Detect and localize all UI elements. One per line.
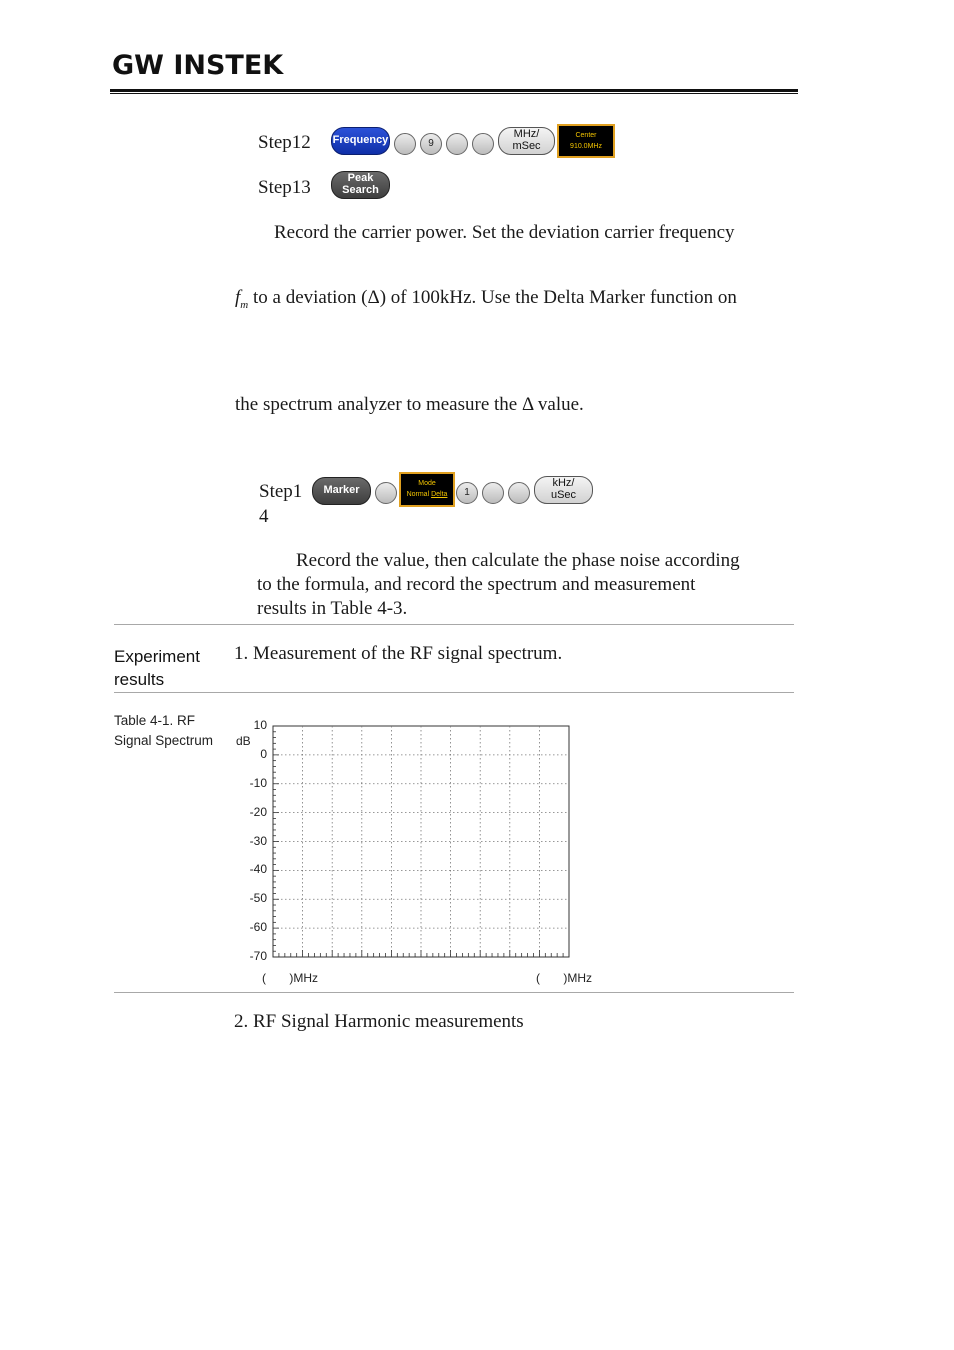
y-tick-label: -70 (249, 949, 267, 963)
step14-label: Step1 (259, 481, 303, 502)
softkey-normal: Normal (406, 490, 430, 498)
fm-subscript: m (240, 298, 249, 311)
step13-label: Step13 (258, 177, 311, 198)
experiment-label-line1: Experiment (114, 647, 200, 666)
digit-1-key[interactable]: 1 (456, 482, 478, 504)
section-separator (114, 992, 794, 993)
y-tick-label: 10 (253, 718, 267, 732)
y-axis-label: dB (236, 734, 251, 748)
frequency-key[interactable]: Frequency (331, 127, 390, 155)
experiment-item2: 2. RF Signal Harmonic measurements (234, 1011, 524, 1032)
softkey-line1: Center (575, 132, 597, 139)
table-caption-line1: Table 4-1. RF (114, 713, 196, 728)
step12-label: Step12 (258, 132, 311, 153)
para2-line2: to the formula, and record the spectrum and measurement (257, 574, 696, 595)
y-tick-label: -50 (249, 891, 267, 906)
peak-search-key[interactable]: Peak Search (331, 171, 390, 199)
table-caption-line2: Signal Spectrum (114, 733, 214, 748)
y-tick-label: -30 (249, 833, 267, 848)
khz-usec-key[interactable]: kHz/ uSec (534, 476, 593, 504)
para2-line1: Record the value, then calculate the phase noise according (296, 550, 740, 571)
fm-variable: f (235, 287, 241, 308)
x-left-label: ( )MHz (262, 971, 318, 985)
y-tick-label: -60 (249, 920, 267, 935)
experiment-label-line2: results (114, 670, 165, 689)
x-right-label: ( )MHz (536, 971, 592, 985)
para2-line3: results in Table 4-3. (257, 598, 408, 619)
softkey-line2: 910.0MHz (570, 142, 602, 150)
para1-line1: Record the carrier power. Set the deviation carrier frequency (274, 222, 735, 243)
mhz-msec-key[interactable]: MHz/ mSec (498, 127, 555, 155)
y-tick-label: -20 (249, 804, 267, 819)
experiment-item1: 1. Measurement of the RF signal spectrum. (234, 643, 563, 664)
brand-logo: GW INSTEK (112, 50, 284, 81)
digit-9-key[interactable]: 9 (420, 133, 442, 155)
softkey-delta: Delta (431, 490, 448, 498)
y-tick-label: -40 (249, 862, 267, 877)
marker-key[interactable]: Marker (312, 477, 371, 505)
y-tick-label: -10 (249, 775, 267, 790)
para1-line3: the spectrum analyzer to measure the Δ value. (235, 394, 584, 415)
softkey-line1: Mode (418, 480, 436, 487)
y-tick-label: 0 (260, 746, 267, 761)
step14-label-cont: 4 (259, 506, 269, 527)
para1-line2-text: to a deviation (Δ) of 100kHz. Use the Delta Marker function on (248, 287, 737, 308)
